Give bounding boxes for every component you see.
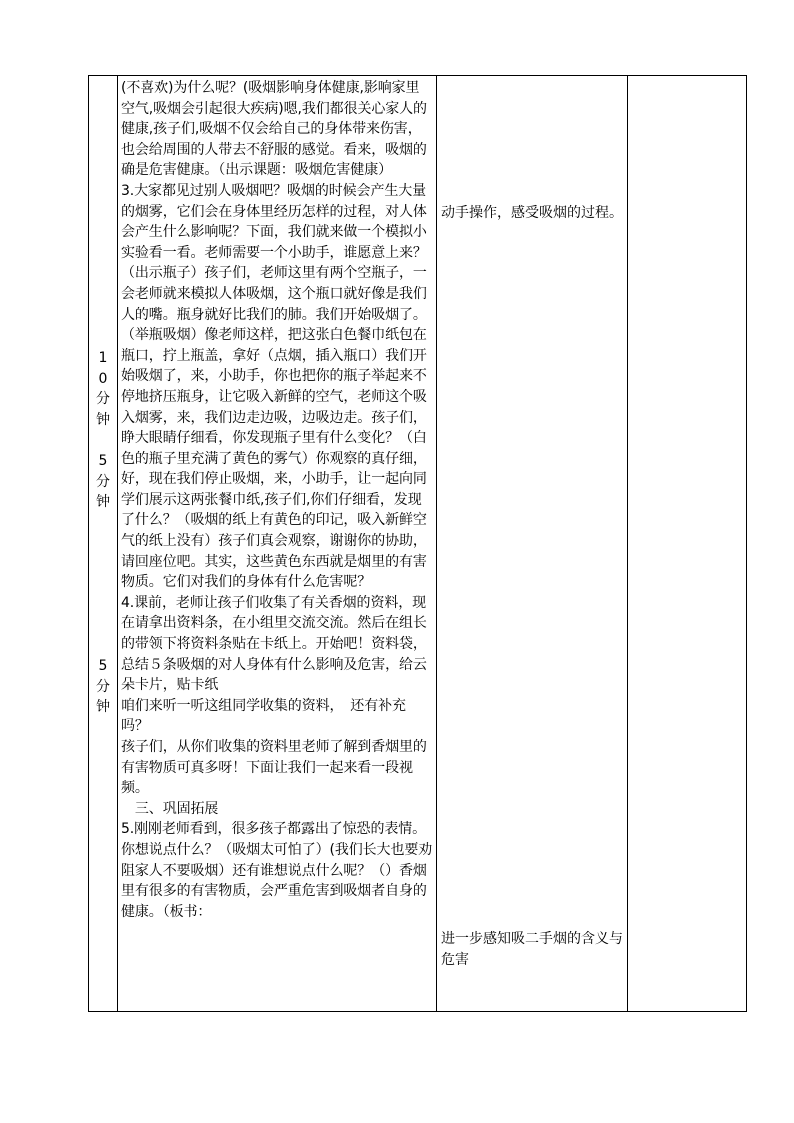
time-char: 5 [98,453,108,469]
paragraph: 孩子们，从你们收集的资料里老师了解到香烟里的有害物质可真多呀！下面让我们一起来看一段视频。 [121,739,427,797]
lesson-plan-table [88,75,747,1012]
teaching-process-cell [121,78,433,922]
paragraph: 3.大家都见过别人吸烟吧？吸烟的时候会产生大量的烟雾，它们会在身体里经历怎样的过程，对人体会产生什么影响呢？下面，我们就来做一个模拟小实验看一看。老师需要一个小助手，谁愿意上来？（出示瓶子）孩子们，老师这里有两个空瓶子，一会老师就来模拟人体吸烟，这个瓶口就好像是我们人的嘴。瓶身就好比我们的肺。我们开始吸烟了。（举瓶吸烟）像老师这样，把这张白色餐巾纸包在瓶口，拧上瓶盖，拿好（点烟，插入瓶口）我们开始吸烟了，来，小助手，你也把你的瓶子举起来不停地挤压瓶身，让它吸入新鲜的空气，老师这个吸入烟雾，来，我们边走边吸，边吸边走。孩子们，睁大眼睛仔细看，你发现瓶子里有什么变化？（白色的瓶子里充满了黄色的雾气）你观察的真仔细，好，现在我们停止吸烟，来，小助手，让一起向同学们展示这两张餐巾纸,孩子们,你们仔细看，发现了什么？（吸烟的纸上有黄色的印记，吸入新鲜空气的纸上没有）孩子们真会观察，谢谢你的协助，请回座位吧。其实，这些黄色东西就是烟里的有害物质。它们对我们的身体有什么危害呢？ [121,182,427,591]
time-char: 分 [96,473,110,490]
paragraph: 咱们来听一听这组同学收集的资料， 还有补充吗？ [121,697,406,735]
time-char: 分 [96,391,110,407]
time-char: 钟 [96,494,110,510]
column-divider [627,76,628,1011]
design-intent-note: 进一步感知吸二手烟的含义与危害 [441,931,623,968]
paragraph: 5.刚刚老师看到，很多孩子都露出了惊恐的表情。你想说点什么？（吸烟太可怕了）(我们长大也要劝阻家人不要吸烟）还有谁想说点什么呢？（）香烟里有很多的有害物质，会严重危害到吸烟者自身的健康。（板书： [121,821,433,920]
time-char: 5 [98,658,108,674]
time-cell-5-min [89,656,117,718]
column-divider [117,76,118,1011]
time-char: 钟 [96,411,110,428]
time-cell-5-min [89,451,117,513]
section-heading: 三、巩固拓展 [121,800,219,817]
paragraph: (不喜欢)为什么呢？(吸烟影响身体健康,影响家里空气,吸烟会引起很大疾病)嗯,我们都很关心家人的健康,孩子们,吸烟不仅会给自己的身体带来伤害，也会给周围的人带去不舒服的感觉。看来，吸烟的确是危害健康。（出示课题：吸烟危害健康） [121,80,427,179]
paragraph: 4.课前，老师让孩子们收集了有关香烟的资料，现在请拿出资料条，在小组里交流交流。然后在组长的带领下将资料条贴在卡纸上。开始吧！资料袋，总结５条吸烟的对人身体有什么影响及危害，给云朵卡片，贴卡纸 [121,594,427,694]
time-char: 钟 [96,699,110,715]
time-char: 分 [96,678,110,695]
time-char: 0 [98,370,108,387]
column-divider [436,76,437,1011]
design-intent-note: 动手操作，感受吸烟的过程。 [441,205,623,221]
time-char: 1 [98,350,108,366]
time-cell-10-min [89,348,117,430]
